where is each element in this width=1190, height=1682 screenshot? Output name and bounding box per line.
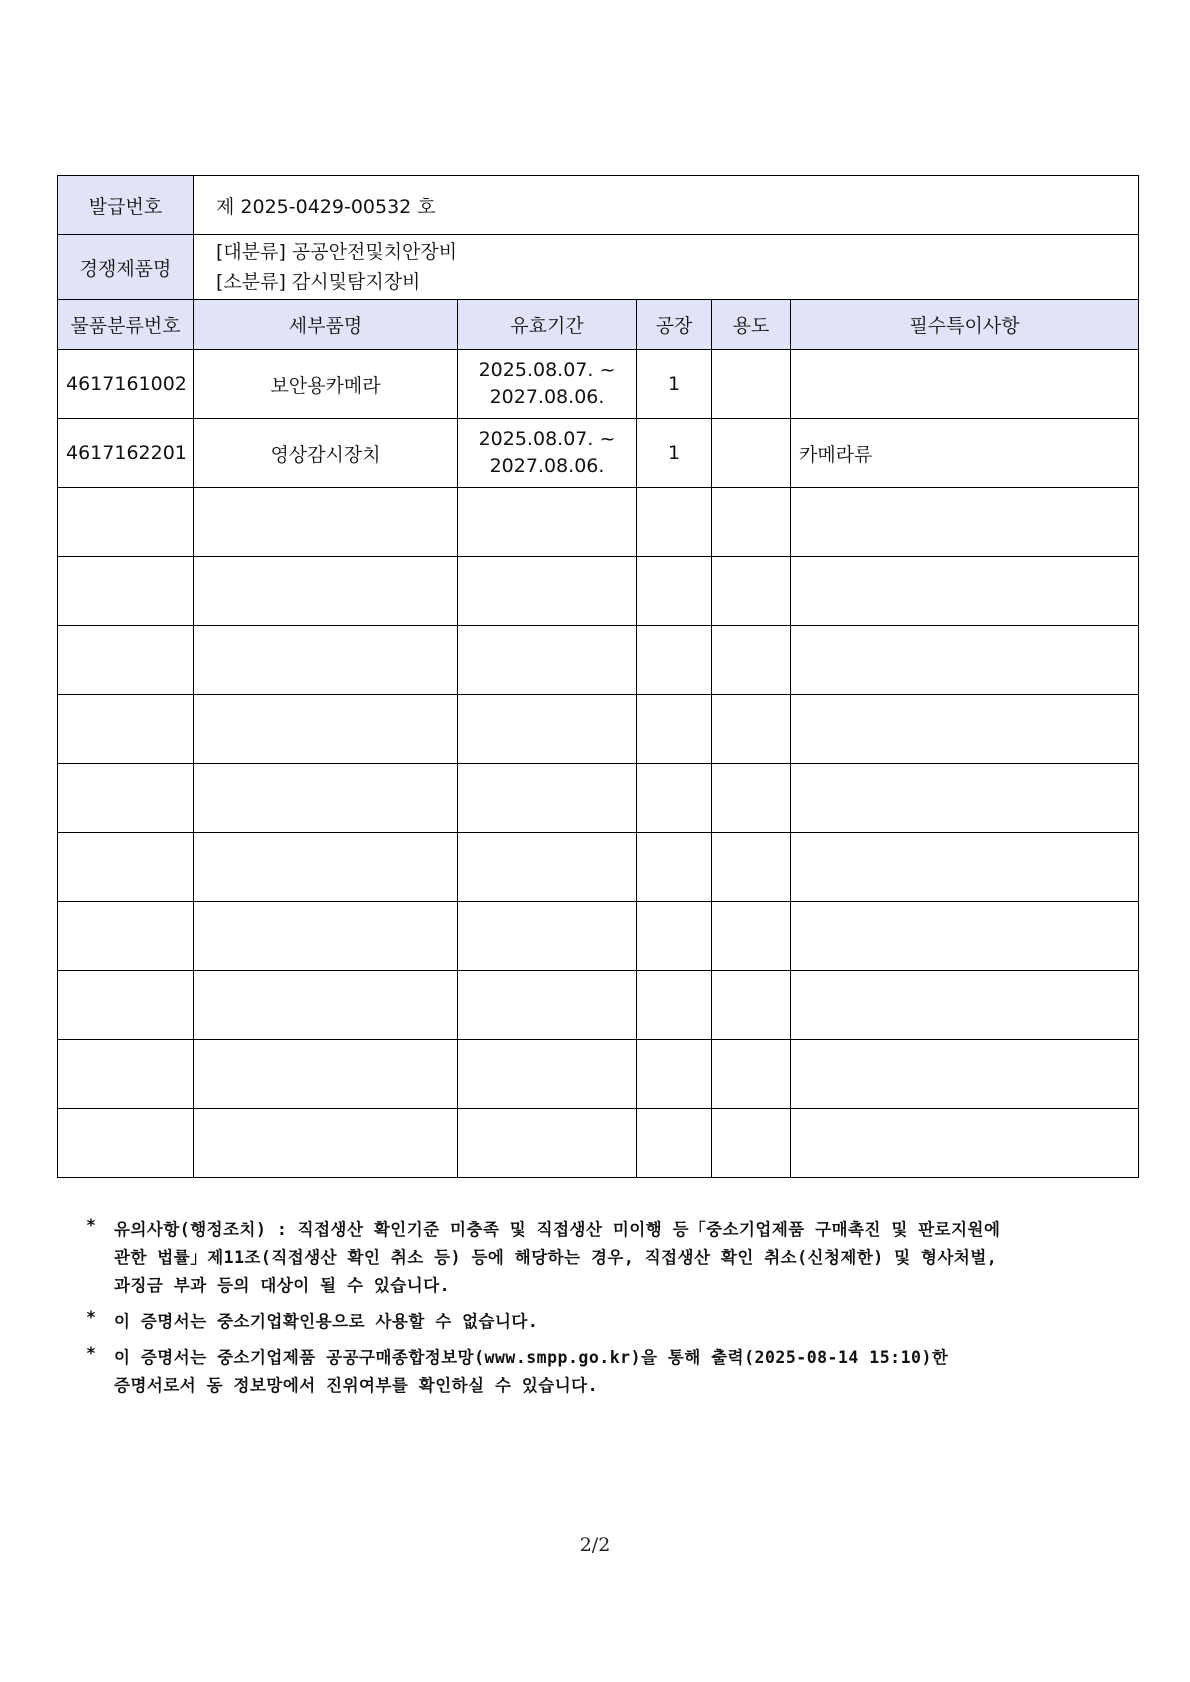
validity-start: 2025.08.07. ~	[478, 359, 616, 381]
table-row	[58, 695, 1139, 764]
table-row	[58, 971, 1139, 1040]
notice-line: 증명서로서 동 정보망에서 진위여부를 확인하실 수 있습니다.	[114, 1376, 599, 1395]
cell-usage	[712, 557, 791, 626]
cell-item-name	[194, 626, 458, 695]
cell-usage	[712, 833, 791, 902]
cell-factory	[637, 1109, 712, 1178]
notice-section	[86, 1216, 1136, 1408]
cell-factory	[637, 902, 712, 971]
cell-usage	[712, 350, 791, 419]
cell-factory: 1	[637, 350, 712, 419]
cell-item-name	[194, 557, 458, 626]
notice-line: 이 증명서는 중소기업제품 공공구매종합정보망(www.smpp.go.kr)을 통해 출력(2025-08-14 15:10)한	[114, 1348, 949, 1367]
table-row	[58, 419, 1139, 488]
issue-number-label: 발급번호	[58, 176, 194, 235]
cell-usage	[712, 1109, 791, 1178]
cell-validity	[458, 488, 637, 557]
cell-factory	[637, 488, 712, 557]
notice-item	[86, 1308, 1136, 1336]
validity-start: 2025.08.07. ~	[478, 428, 616, 450]
cell-remarks	[791, 764, 1139, 833]
cell-validity	[458, 695, 637, 764]
cell-validity	[458, 902, 637, 971]
cell-item-name	[194, 1109, 458, 1178]
notice-line: 유의사항(행정조치) : 직접생산 확인기준 미충족 및 직접생산 미이행 등「중소기업제품 구매촉진 및 판로지원에	[114, 1220, 1001, 1239]
cell-remarks	[791, 626, 1139, 695]
cell-validity	[458, 1109, 637, 1178]
col-header-factory: 공장	[637, 300, 712, 350]
cell-item-name: 영상감시장치	[194, 419, 458, 488]
cell-remarks	[791, 557, 1139, 626]
col-header-code: 물품분류번호	[58, 300, 194, 350]
asterisk-bullet: *	[86, 1308, 97, 1327]
cell-validity	[458, 350, 637, 419]
cell-code	[58, 1109, 194, 1178]
major-category: [대분류] 공공안전및치안장비	[216, 241, 458, 263]
cell-code	[58, 488, 194, 557]
table-row	[58, 488, 1139, 557]
cell-validity	[458, 1040, 637, 1109]
cell-factory	[637, 971, 712, 1040]
notice-item	[86, 1344, 1136, 1400]
notice-line: 이 증명서는 중소기업확인용으로 사용할 수 없습니다.	[114, 1312, 539, 1331]
cell-remarks	[791, 1040, 1139, 1109]
column-header-row	[58, 300, 1139, 350]
cell-item-name: 보안용카메라	[194, 350, 458, 419]
minor-category: [소분류] 감시및탐지장비	[216, 271, 421, 293]
page-number: 2/2	[579, 1534, 611, 1556]
cell-item-name	[194, 833, 458, 902]
cell-usage	[712, 764, 791, 833]
cell-remarks	[791, 488, 1139, 557]
cell-item-name	[194, 902, 458, 971]
cell-validity	[458, 764, 637, 833]
product-name-label: 경쟁제품명	[58, 235, 194, 300]
cell-usage	[712, 488, 791, 557]
validity-end: 2027.08.06.	[489, 455, 605, 477]
cell-remarks	[791, 902, 1139, 971]
cell-item-name	[194, 695, 458, 764]
cell-factory	[637, 557, 712, 626]
cell-usage	[712, 1040, 791, 1109]
cell-item-name	[194, 764, 458, 833]
product-name-value	[194, 235, 1139, 300]
cell-code	[58, 626, 194, 695]
cell-validity	[458, 833, 637, 902]
issue-number-value: 제 2025-0429-00532 호	[194, 176, 1139, 235]
table-row	[58, 764, 1139, 833]
asterisk-bullet: *	[86, 1216, 97, 1235]
table-row	[58, 1040, 1139, 1109]
cell-factory	[637, 626, 712, 695]
cell-factory: 1	[637, 419, 712, 488]
cell-remarks	[791, 971, 1139, 1040]
table-row	[58, 350, 1139, 419]
col-header-remarks: 필수특이사항	[791, 300, 1139, 350]
cell-remarks: 카메라류	[791, 419, 1139, 488]
col-header-usage: 용도	[712, 300, 791, 350]
validity-end: 2027.08.06.	[489, 386, 605, 408]
cell-code	[58, 902, 194, 971]
cell-code	[58, 557, 194, 626]
cell-item-name	[194, 971, 458, 1040]
cell-factory	[637, 695, 712, 764]
product-name-row	[58, 235, 1139, 300]
table-row	[58, 833, 1139, 902]
col-header-validity: 유효기간	[458, 300, 637, 350]
cell-validity	[458, 557, 637, 626]
issue-number-row	[58, 176, 1139, 235]
cell-remarks	[791, 1109, 1139, 1178]
certificate-table	[57, 175, 1139, 1178]
table-row	[58, 557, 1139, 626]
cell-usage	[712, 626, 791, 695]
notice-item	[86, 1216, 1136, 1300]
cell-code	[58, 1040, 194, 1109]
asterisk-bullet: *	[86, 1344, 97, 1363]
cell-code	[58, 695, 194, 764]
cell-code	[58, 764, 194, 833]
notice-line: 관한 법률」제11조(직접생산 확인 취소 등) 등에 해당하는 경우, 직접생산 확인 취소(신청제한) 및 형사처벌,	[114, 1248, 998, 1267]
cell-remarks	[791, 695, 1139, 764]
cell-code: 4617162201	[58, 419, 194, 488]
cell-remarks	[791, 350, 1139, 419]
cell-item-name	[194, 1040, 458, 1109]
cell-validity	[458, 626, 637, 695]
cell-code	[58, 971, 194, 1040]
notice-line: 과징금 부과 등의 대상이 될 수 있습니다.	[114, 1276, 451, 1295]
cell-factory	[637, 764, 712, 833]
cell-usage	[712, 419, 791, 488]
cell-remarks	[791, 833, 1139, 902]
col-header-item-name: 세부품명	[194, 300, 458, 350]
cell-factory	[637, 833, 712, 902]
cell-validity	[458, 971, 637, 1040]
table-row	[58, 902, 1139, 971]
cell-code: 4617161002	[58, 350, 194, 419]
table-row	[58, 1109, 1139, 1178]
cell-validity	[458, 419, 637, 488]
cell-usage	[712, 695, 791, 764]
table-row	[58, 626, 1139, 695]
cell-code	[58, 833, 194, 902]
cell-usage	[712, 902, 791, 971]
cell-factory	[637, 1040, 712, 1109]
cell-item-name	[194, 488, 458, 557]
cell-usage	[712, 971, 791, 1040]
